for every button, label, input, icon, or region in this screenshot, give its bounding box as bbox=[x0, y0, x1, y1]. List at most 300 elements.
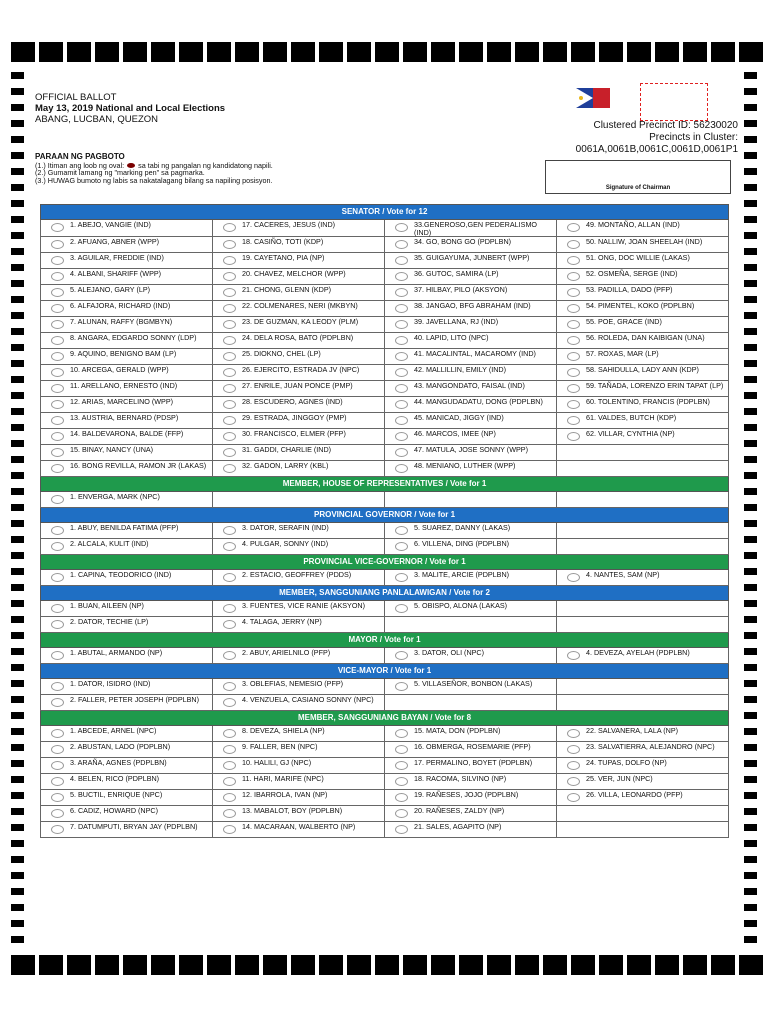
vote-oval[interactable] bbox=[395, 464, 408, 473]
candidate-cell[interactable] bbox=[213, 742, 385, 758]
vote-oval[interactable] bbox=[223, 698, 236, 707]
candidate-cell[interactable] bbox=[213, 397, 385, 413]
vote-oval[interactable] bbox=[395, 272, 408, 281]
candidate-cell[interactable] bbox=[213, 445, 385, 461]
candidate-name: 4. VENZUELA, CASIANO SONNY (NPC) bbox=[242, 695, 374, 705]
vote-oval[interactable] bbox=[567, 384, 580, 393]
candidate-cell[interactable] bbox=[213, 774, 385, 790]
candidate-cell[interactable] bbox=[213, 539, 385, 555]
candidate-cell[interactable] bbox=[385, 539, 557, 555]
candidate-cell[interactable] bbox=[385, 317, 557, 333]
vote-oval[interactable] bbox=[51, 304, 64, 313]
candidate-row bbox=[41, 220, 729, 237]
candidate-cell[interactable] bbox=[385, 758, 557, 774]
candidate-cell[interactable] bbox=[41, 237, 213, 253]
candidate-name: 19. RAÑESES, JOJO (PDPLBN) bbox=[414, 790, 519, 800]
candidate-name: 2. ALCALA, KULIT (IND) bbox=[70, 539, 149, 549]
vote-oval[interactable] bbox=[395, 793, 408, 802]
vote-oval[interactable] bbox=[51, 620, 64, 629]
vote-oval[interactable] bbox=[51, 651, 64, 660]
timing-mark bbox=[11, 248, 24, 255]
vote-oval[interactable] bbox=[567, 777, 580, 786]
timing-mark bbox=[459, 42, 483, 62]
candidate-cell[interactable] bbox=[41, 695, 213, 711]
candidate-cell[interactable] bbox=[213, 365, 385, 381]
timing-mark bbox=[599, 955, 623, 975]
vote-oval[interactable] bbox=[395, 604, 408, 613]
empty-cell bbox=[213, 492, 385, 508]
vote-oval[interactable] bbox=[51, 793, 64, 802]
candidate-cell[interactable] bbox=[557, 413, 729, 429]
vote-oval[interactable] bbox=[51, 336, 64, 345]
vote-oval[interactable] bbox=[567, 352, 580, 361]
candidate-row bbox=[41, 445, 729, 461]
section-header bbox=[41, 205, 729, 220]
vote-oval[interactable] bbox=[395, 416, 408, 425]
vote-oval[interactable] bbox=[51, 809, 64, 818]
timing-mark bbox=[11, 296, 24, 303]
candidate-cell[interactable] bbox=[557, 253, 729, 269]
timing-mark bbox=[95, 955, 119, 975]
vote-oval[interactable] bbox=[395, 320, 408, 329]
timing-mark bbox=[11, 360, 24, 367]
vote-oval[interactable] bbox=[51, 698, 64, 707]
timing-mark bbox=[744, 936, 757, 943]
candidate-cell[interactable] bbox=[213, 237, 385, 253]
candidate-cell[interactable] bbox=[385, 445, 557, 461]
candidate-cell[interactable] bbox=[385, 237, 557, 253]
vote-oval[interactable] bbox=[223, 416, 236, 425]
candidate-cell[interactable] bbox=[213, 429, 385, 445]
vote-oval[interactable] bbox=[567, 573, 580, 582]
candidate-cell[interactable] bbox=[41, 790, 213, 806]
candidate-cell[interactable] bbox=[41, 617, 213, 633]
candidate-cell[interactable] bbox=[213, 617, 385, 633]
vote-oval[interactable] bbox=[223, 320, 236, 329]
timing-mark bbox=[744, 840, 757, 847]
timing-mark bbox=[291, 955, 315, 975]
vote-oval[interactable] bbox=[567, 416, 580, 425]
vote-oval[interactable] bbox=[51, 526, 64, 535]
timing-mark bbox=[11, 42, 35, 62]
candidate-cell[interactable] bbox=[213, 523, 385, 539]
vote-oval[interactable] bbox=[223, 651, 236, 660]
candidate-cell[interactable] bbox=[41, 539, 213, 555]
vote-oval[interactable] bbox=[395, 432, 408, 441]
vote-oval[interactable] bbox=[567, 432, 580, 441]
vote-oval[interactable] bbox=[567, 336, 580, 345]
vote-oval[interactable] bbox=[51, 288, 64, 297]
candidate-cell[interactable] bbox=[557, 349, 729, 365]
vote-oval[interactable] bbox=[395, 573, 408, 582]
candidate-cell[interactable] bbox=[557, 774, 729, 790]
candidate-cell[interactable] bbox=[213, 333, 385, 349]
candidate-row bbox=[41, 269, 729, 285]
candidate-cell[interactable] bbox=[213, 790, 385, 806]
candidate-name: 4. NANTES, SAM (NP) bbox=[586, 570, 660, 580]
candidate-cell[interactable] bbox=[385, 806, 557, 822]
vote-oval[interactable] bbox=[223, 573, 236, 582]
candidate-cell[interactable] bbox=[213, 648, 385, 664]
candidate-cell[interactable] bbox=[557, 365, 729, 381]
candidate-name: 8. ANGARA, EDGARDO SONNY (LDP) bbox=[70, 333, 197, 343]
timing-mark bbox=[744, 552, 757, 559]
candidate-cell[interactable] bbox=[557, 269, 729, 285]
timing-mark bbox=[744, 168, 757, 175]
candidate-name: 47. MATULA, JOSE SONNY (WPP) bbox=[414, 445, 528, 455]
candidate-row bbox=[41, 601, 729, 617]
candidate-cell[interactable] bbox=[385, 461, 557, 477]
vote-oval[interactable] bbox=[395, 809, 408, 818]
vote-oval[interactable] bbox=[567, 651, 580, 660]
vote-oval[interactable] bbox=[395, 400, 408, 409]
vote-oval[interactable] bbox=[223, 240, 236, 249]
vote-oval[interactable] bbox=[51, 320, 64, 329]
vote-oval[interactable] bbox=[223, 809, 236, 818]
candidate-cell[interactable] bbox=[557, 726, 729, 742]
timing-mark bbox=[403, 42, 427, 62]
vote-oval[interactable] bbox=[51, 400, 64, 409]
vote-oval[interactable] bbox=[395, 682, 408, 691]
candidate-cell[interactable] bbox=[557, 429, 729, 445]
candidate-name: 1. BUAN, AILEEN (NP) bbox=[70, 601, 144, 611]
candidate-cell[interactable] bbox=[557, 758, 729, 774]
candidate-cell[interactable] bbox=[213, 317, 385, 333]
vote-oval[interactable] bbox=[395, 368, 408, 377]
vote-oval[interactable] bbox=[567, 745, 580, 754]
vote-oval[interactable] bbox=[395, 288, 408, 297]
candidate-cell[interactable] bbox=[385, 679, 557, 695]
vote-oval[interactable] bbox=[51, 384, 64, 393]
vote-oval[interactable] bbox=[223, 620, 236, 629]
timing-mark bbox=[744, 664, 757, 671]
candidate-cell[interactable] bbox=[385, 301, 557, 317]
vote-oval[interactable] bbox=[395, 651, 408, 660]
candidate-name: 28. ESCUDERO, AGNES (IND) bbox=[242, 397, 343, 407]
candidate-cell[interactable] bbox=[213, 381, 385, 397]
vote-oval[interactable] bbox=[223, 336, 236, 345]
candidate-cell[interactable] bbox=[213, 461, 385, 477]
candidate-cell[interactable] bbox=[557, 285, 729, 301]
vote-oval[interactable] bbox=[395, 825, 408, 834]
candidate-cell[interactable] bbox=[557, 317, 729, 333]
candidate-cell[interactable] bbox=[213, 220, 385, 237]
candidate-name: 1. CAPINA, TEODORICO (IND) bbox=[70, 570, 172, 580]
timing-mark bbox=[744, 152, 757, 159]
vote-oval[interactable] bbox=[223, 793, 236, 802]
vote-oval[interactable] bbox=[51, 573, 64, 582]
timing-mark bbox=[11, 776, 24, 783]
timing-mark bbox=[683, 42, 707, 62]
candidate-cell[interactable] bbox=[41, 648, 213, 664]
vote-oval[interactable] bbox=[223, 526, 236, 535]
vote-oval[interactable] bbox=[567, 368, 580, 377]
candidate-cell[interactable] bbox=[385, 381, 557, 397]
candidate-cell[interactable] bbox=[385, 774, 557, 790]
section-title: VICE-MAYOR / Vote for 1 bbox=[41, 664, 729, 679]
vote-oval[interactable] bbox=[395, 304, 408, 313]
candidate-cell[interactable] bbox=[557, 790, 729, 806]
candidate-name: 5. OBISPO, ALONA (LAKAS) bbox=[414, 601, 508, 611]
candidate-cell[interactable] bbox=[385, 269, 557, 285]
vote-oval[interactable] bbox=[223, 304, 236, 313]
vote-oval[interactable] bbox=[223, 256, 236, 265]
candidate-cell[interactable] bbox=[385, 253, 557, 269]
vote-oval[interactable] bbox=[51, 223, 64, 232]
vote-oval[interactable] bbox=[51, 729, 64, 738]
candidate-cell[interactable] bbox=[41, 445, 213, 461]
vote-oval[interactable] bbox=[567, 272, 580, 281]
vote-oval[interactable] bbox=[223, 272, 236, 281]
vote-oval[interactable] bbox=[51, 448, 64, 457]
vote-oval[interactable] bbox=[51, 745, 64, 754]
candidate-cell[interactable] bbox=[41, 742, 213, 758]
timing-mark bbox=[11, 712, 24, 719]
timing-mark bbox=[744, 760, 757, 767]
timing-mark bbox=[11, 955, 35, 975]
timing-mark bbox=[11, 104, 24, 111]
timing-mark bbox=[11, 136, 24, 143]
candidate-name: 5. ALEJANO, GARY (LP) bbox=[70, 285, 151, 295]
vote-oval[interactable] bbox=[51, 432, 64, 441]
vote-oval[interactable] bbox=[395, 542, 408, 551]
candidate-cell[interactable] bbox=[557, 648, 729, 664]
vote-oval[interactable] bbox=[395, 745, 408, 754]
vote-oval[interactable] bbox=[223, 448, 236, 457]
candidate-name: 3. DATOR, SERAFIN (IND) bbox=[242, 523, 329, 533]
vote-oval[interactable] bbox=[395, 448, 408, 457]
timing-mark bbox=[11, 632, 24, 639]
candidate-cell[interactable] bbox=[41, 774, 213, 790]
vote-oval[interactable] bbox=[51, 777, 64, 786]
candidate-cell[interactable] bbox=[41, 461, 213, 477]
timing-mark bbox=[11, 184, 24, 191]
candidate-cell[interactable] bbox=[41, 726, 213, 742]
candidate-name: 6. CADIZ, HOWARD (NPC) bbox=[70, 806, 158, 816]
vote-oval[interactable] bbox=[51, 761, 64, 770]
vote-oval[interactable] bbox=[567, 223, 580, 232]
ballot-header bbox=[35, 92, 225, 125]
candidate-name: 21. CHONG, GLENN (KDP) bbox=[242, 285, 332, 295]
timing-mark bbox=[11, 488, 24, 495]
vote-oval[interactable] bbox=[223, 745, 236, 754]
vote-oval[interactable] bbox=[51, 256, 64, 265]
candidate-cell[interactable] bbox=[385, 413, 557, 429]
vote-oval[interactable] bbox=[395, 256, 408, 265]
candidate-row bbox=[41, 461, 729, 477]
candidate-cell[interactable] bbox=[213, 413, 385, 429]
candidate-cell[interactable] bbox=[41, 492, 213, 508]
vote-oval[interactable] bbox=[395, 729, 408, 738]
timing-mark bbox=[11, 568, 24, 575]
candidate-cell[interactable] bbox=[41, 523, 213, 539]
candidate-cell[interactable] bbox=[557, 333, 729, 349]
timing-mark bbox=[95, 42, 119, 62]
candidate-cell[interactable] bbox=[41, 317, 213, 333]
vote-oval[interactable] bbox=[223, 432, 236, 441]
candidate-cell[interactable] bbox=[557, 397, 729, 413]
vote-oval[interactable] bbox=[51, 416, 64, 425]
candidate-cell[interactable] bbox=[385, 365, 557, 381]
candidate-name: 29. ESTRADA, JINGGOY (PMP) bbox=[242, 413, 347, 423]
candidate-cell[interactable] bbox=[41, 285, 213, 301]
candidate-cell[interactable] bbox=[385, 570, 557, 586]
candidate-cell[interactable] bbox=[213, 679, 385, 695]
candidate-cell[interactable] bbox=[557, 570, 729, 586]
vote-oval[interactable] bbox=[395, 352, 408, 361]
vote-oval[interactable] bbox=[567, 240, 580, 249]
precinct-stamp-box bbox=[640, 83, 708, 121]
vote-oval[interactable] bbox=[51, 542, 64, 551]
vote-oval[interactable] bbox=[395, 777, 408, 786]
candidate-cell[interactable] bbox=[213, 726, 385, 742]
candidate-cell[interactable] bbox=[41, 220, 213, 237]
vote-oval[interactable] bbox=[395, 526, 408, 535]
candidate-cell[interactable] bbox=[41, 397, 213, 413]
candidate-row bbox=[41, 301, 729, 317]
candidate-cell[interactable] bbox=[385, 349, 557, 365]
candidate-cell[interactable] bbox=[385, 220, 557, 237]
vote-oval[interactable] bbox=[395, 240, 408, 249]
empty-cell bbox=[385, 617, 557, 633]
timing-mark bbox=[543, 42, 567, 62]
candidate-cell[interactable] bbox=[41, 570, 213, 586]
vote-oval[interactable] bbox=[51, 240, 64, 249]
vote-oval[interactable] bbox=[51, 825, 64, 834]
empty-cell bbox=[557, 695, 729, 711]
vote-oval[interactable] bbox=[223, 352, 236, 361]
vote-oval[interactable] bbox=[567, 320, 580, 329]
candidate-cell[interactable] bbox=[41, 601, 213, 617]
candidate-cell[interactable] bbox=[385, 726, 557, 742]
candidate-cell[interactable] bbox=[41, 806, 213, 822]
vote-oval[interactable] bbox=[223, 761, 236, 770]
candidate-row bbox=[41, 758, 729, 774]
timing-mark bbox=[11, 312, 24, 319]
vote-oval[interactable] bbox=[51, 272, 64, 281]
vote-oval[interactable] bbox=[395, 336, 408, 345]
vote-oval[interactable] bbox=[223, 777, 236, 786]
vote-oval[interactable] bbox=[223, 223, 236, 232]
vote-oval[interactable] bbox=[223, 288, 236, 297]
candidate-cell[interactable] bbox=[213, 349, 385, 365]
candidate-cell[interactable] bbox=[41, 429, 213, 445]
vote-oval[interactable] bbox=[567, 729, 580, 738]
vote-oval[interactable] bbox=[567, 400, 580, 409]
timing-mark bbox=[655, 42, 679, 62]
candidate-cell[interactable] bbox=[385, 742, 557, 758]
timing-mark bbox=[744, 472, 757, 479]
timing-mark bbox=[151, 42, 175, 62]
vote-oval[interactable] bbox=[395, 223, 408, 232]
candidate-cell[interactable] bbox=[385, 429, 557, 445]
candidate-cell[interactable] bbox=[557, 742, 729, 758]
vote-oval[interactable] bbox=[395, 384, 408, 393]
candidate-cell[interactable] bbox=[385, 648, 557, 664]
candidate-cell[interactable] bbox=[41, 381, 213, 397]
candidate-cell[interactable] bbox=[385, 397, 557, 413]
vote-oval[interactable] bbox=[567, 761, 580, 770]
candidate-cell[interactable] bbox=[385, 822, 557, 838]
timing-mark bbox=[235, 955, 259, 975]
vote-oval[interactable] bbox=[567, 793, 580, 802]
candidate-cell[interactable] bbox=[213, 822, 385, 838]
vote-oval[interactable] bbox=[567, 256, 580, 265]
candidate-cell[interactable] bbox=[385, 523, 557, 539]
candidate-cell[interactable] bbox=[385, 601, 557, 617]
candidate-cell[interactable] bbox=[213, 601, 385, 617]
timing-mark bbox=[744, 616, 757, 623]
vote-oval[interactable] bbox=[51, 495, 64, 504]
empty-cell bbox=[385, 492, 557, 508]
vote-oval[interactable] bbox=[567, 304, 580, 313]
timing-mark bbox=[744, 392, 757, 399]
candidate-cell[interactable] bbox=[557, 220, 729, 237]
candidate-cell[interactable] bbox=[213, 695, 385, 711]
candidate-cell[interactable] bbox=[41, 301, 213, 317]
vote-oval[interactable] bbox=[223, 825, 236, 834]
candidate-cell[interactable] bbox=[385, 285, 557, 301]
candidate-cell[interactable] bbox=[41, 758, 213, 774]
candidate-cell[interactable] bbox=[41, 253, 213, 269]
candidate-cell[interactable] bbox=[41, 365, 213, 381]
vote-oval[interactable] bbox=[51, 352, 64, 361]
candidate-cell[interactable] bbox=[213, 285, 385, 301]
candidate-name: 9. AQUINO, BENIGNO BAM (LP) bbox=[70, 349, 177, 359]
vote-oval[interactable] bbox=[223, 400, 236, 409]
vote-oval[interactable] bbox=[395, 761, 408, 770]
candidate-cell[interactable] bbox=[213, 301, 385, 317]
vote-oval[interactable] bbox=[567, 288, 580, 297]
candidate-cell[interactable] bbox=[385, 333, 557, 349]
section-title: MEMBER, SANGGUNIANG BAYAN / Vote for 8 bbox=[41, 711, 729, 726]
candidate-cell[interactable] bbox=[213, 758, 385, 774]
timing-mark bbox=[11, 408, 24, 415]
candidate-name: 5. SUAREZ, DANNY (LAKAS) bbox=[414, 523, 511, 533]
candidate-cell[interactable] bbox=[41, 679, 213, 695]
candidate-cell[interactable] bbox=[41, 333, 213, 349]
candidate-cell[interactable] bbox=[213, 806, 385, 822]
candidate-cell[interactable] bbox=[41, 349, 213, 365]
vote-oval[interactable] bbox=[51, 368, 64, 377]
vote-oval[interactable] bbox=[51, 604, 64, 613]
candidate-name: 58. SAHIDULLA, LADY ANN (KDP) bbox=[586, 365, 699, 375]
candidate-cell[interactable] bbox=[557, 237, 729, 253]
candidate-cell[interactable] bbox=[41, 822, 213, 838]
vote-oval[interactable] bbox=[223, 464, 236, 473]
candidate-cell[interactable] bbox=[213, 253, 385, 269]
candidate-cell[interactable] bbox=[213, 570, 385, 586]
candidate-cell[interactable] bbox=[385, 790, 557, 806]
candidate-cell[interactable] bbox=[41, 269, 213, 285]
candidate-name: 27. ENRILE, JUAN PONCE (PMP) bbox=[242, 381, 353, 391]
vote-oval[interactable] bbox=[223, 729, 236, 738]
candidate-cell[interactable] bbox=[213, 269, 385, 285]
vote-oval[interactable] bbox=[223, 368, 236, 377]
vote-oval[interactable] bbox=[223, 384, 236, 393]
candidate-cell[interactable] bbox=[557, 381, 729, 397]
vote-oval[interactable] bbox=[223, 682, 236, 691]
vote-oval[interactable] bbox=[51, 464, 64, 473]
candidate-cell[interactable] bbox=[557, 301, 729, 317]
vote-oval[interactable] bbox=[223, 604, 236, 613]
vote-oval[interactable] bbox=[223, 542, 236, 551]
candidate-name: 24. DELA ROSA, BATO (PDPLBN) bbox=[242, 333, 354, 343]
vote-oval[interactable] bbox=[51, 682, 64, 691]
empty-cell bbox=[557, 539, 729, 555]
candidate-cell[interactable] bbox=[41, 413, 213, 429]
candidate-name: 18. RACOMA, SILVINO (NP) bbox=[414, 774, 507, 784]
